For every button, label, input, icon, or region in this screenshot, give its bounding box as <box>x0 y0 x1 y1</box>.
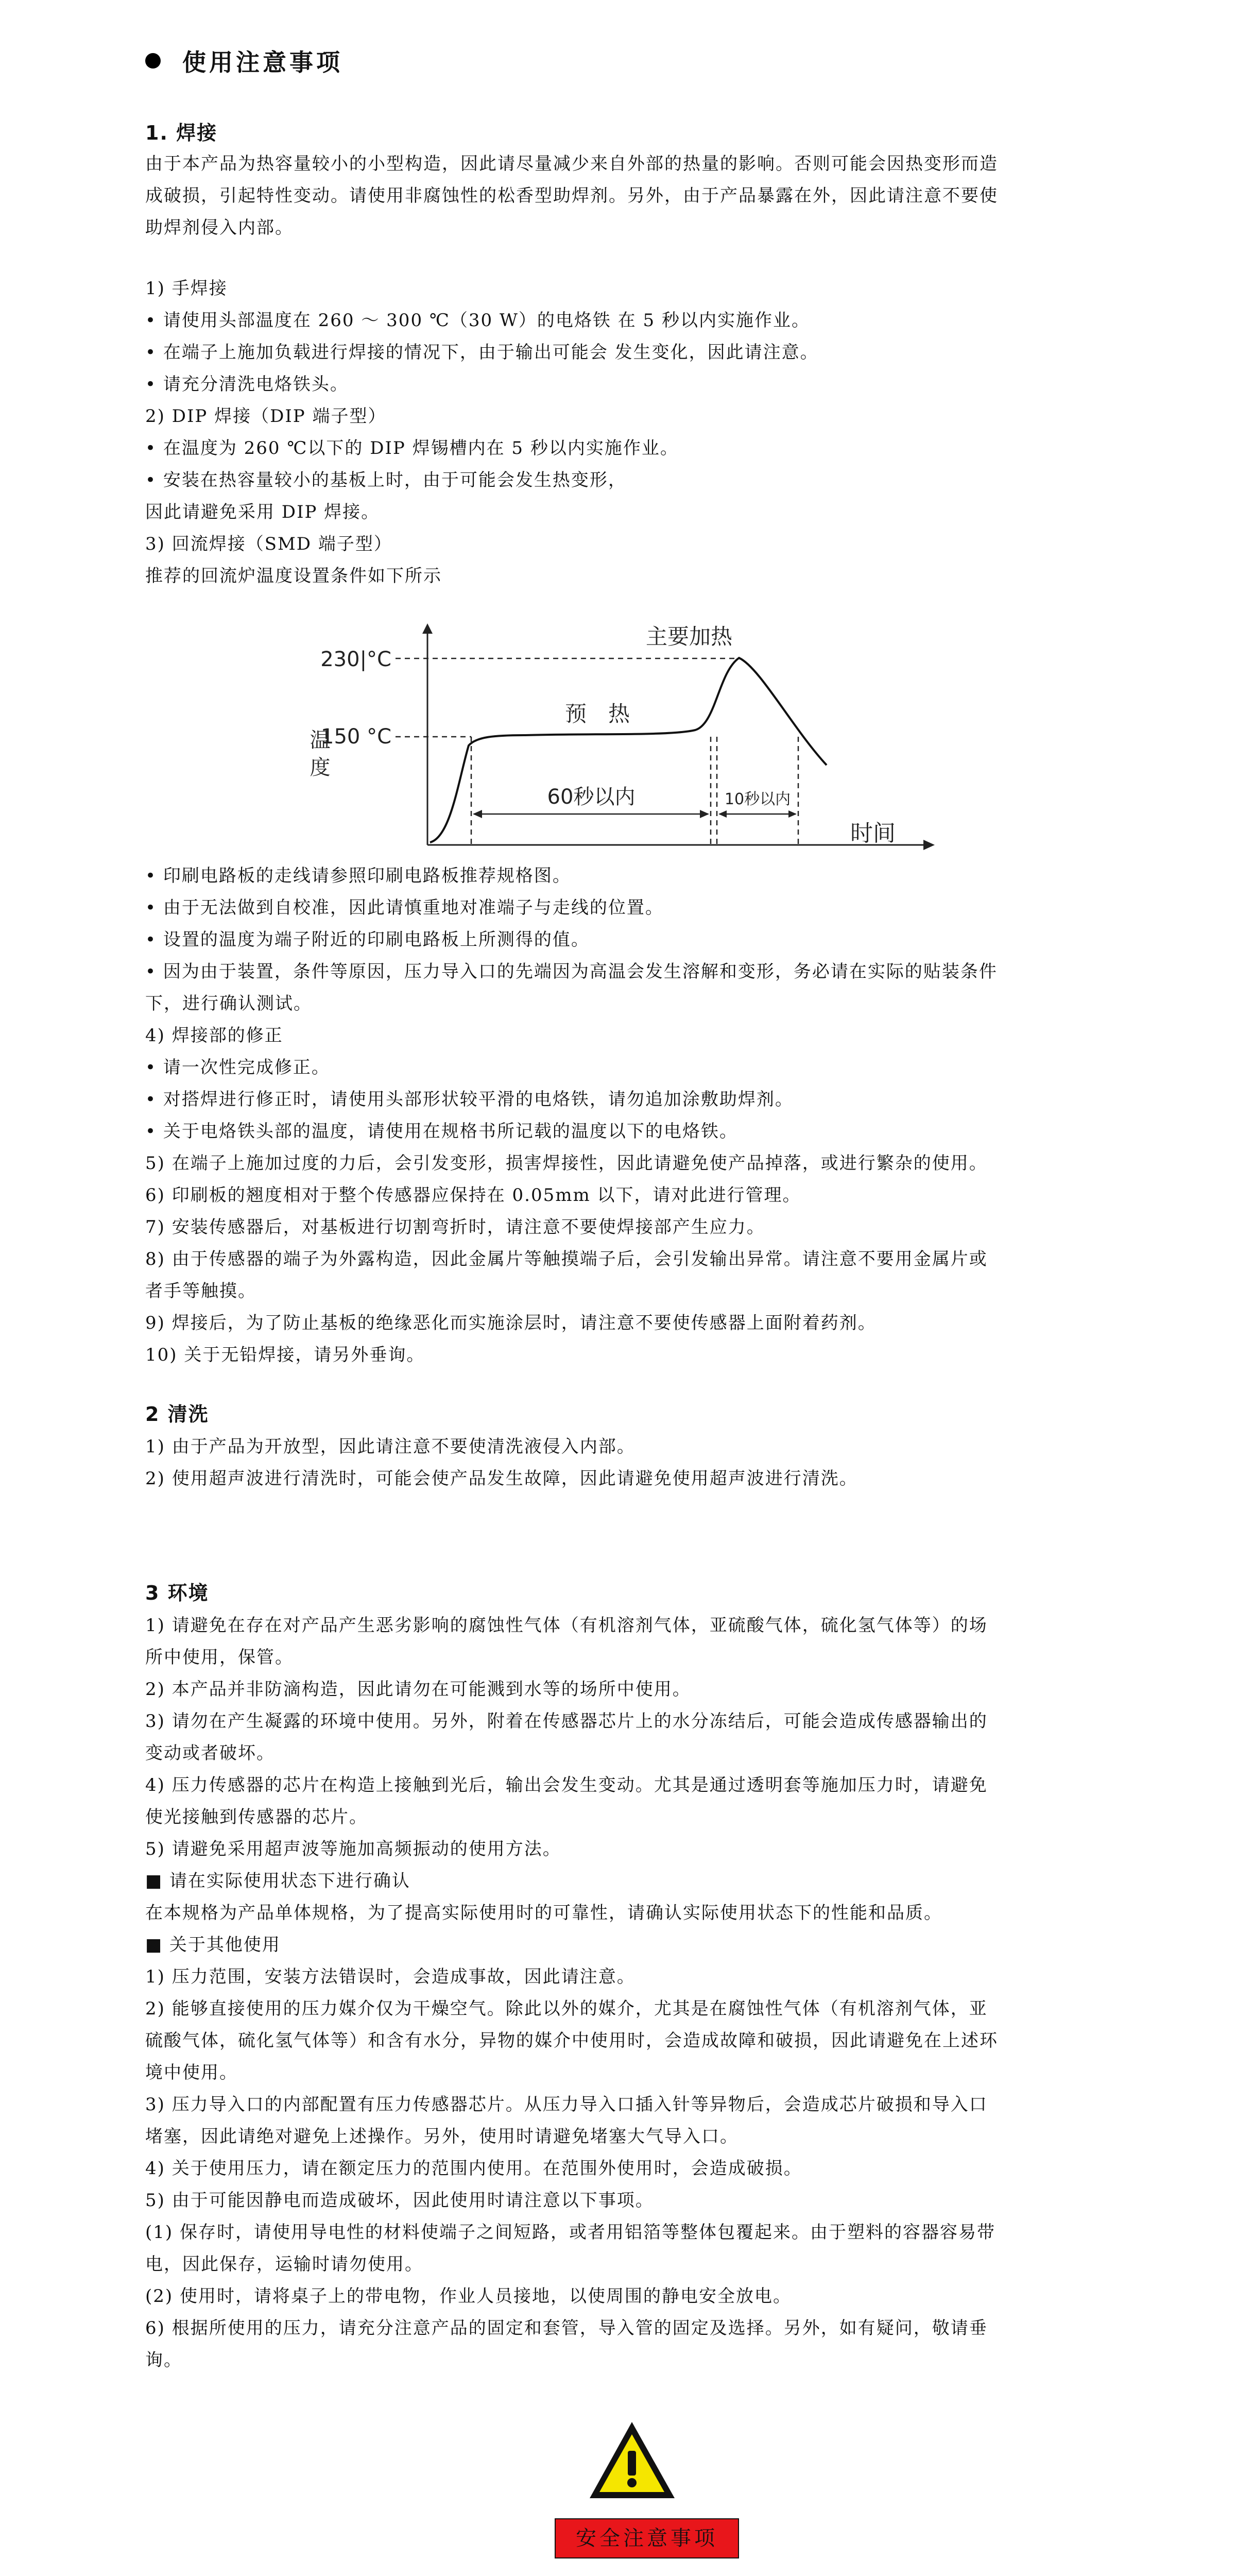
list-item: 8) 由于传感器的端子为外露构造，因此金属片等触摸端子后，会引发输出异常。请注意不要用金属片或 <box>145 1249 988 1269</box>
list-item: ■ 关于其他使用 <box>145 1935 281 1955</box>
list-item: 2) 能够直接使用的压力媒介仅为干燥空气。除此以外的媒介，尤其是在腐蚀性气体（有机溶剂气体，亚 <box>145 1998 988 2019</box>
list-item: 推荐的回流炉温度设置条件如下所示 <box>145 566 442 586</box>
list-item: 变动或者破坏。 <box>145 1743 275 1764</box>
temperature-profile-curve <box>430 658 827 842</box>
list-item: • 关于电烙铁头部的温度，请使用在规格书所记载的温度以下的电烙铁。 <box>145 1121 738 1142</box>
list-item: • 因为由于装置，条件等原因，压力导入口的先端因为高温会发生溶解和变形，务必请在实际的贴装条件 <box>145 961 998 982</box>
list-item: 3) 请勿在产生凝露的环境中使用。另外，附着在传感器芯片上的水分冻结后，可能会造成传感器输出的 <box>145 1711 988 1732</box>
list-item: 6) 印刷板的翘度相对于整个传感器应保持在 0.05mm 以下，请对此进行管理。 <box>145 1185 801 1206</box>
safety-banner: 安全注意事项 <box>555 2518 739 2558</box>
list-item: • 设置的温度为端子附近的印刷电路板上所测得的值。 <box>145 929 590 950</box>
main-heat-duration-label: 10秒以内 <box>724 790 791 808</box>
x-axis-label: 时间 <box>850 820 896 846</box>
list-item: 所中使用，保管。 <box>145 1647 294 1668</box>
list-item: 使光接触到传感器的芯片。 <box>145 1807 368 1827</box>
list-item: 3) 压力导入口的内部配置有压力传感器芯片。从压力导入口插入针等异物后，会造成芯片破损和导入口 <box>145 2094 988 2115</box>
preheat-duration-label: 60秒以内 <box>547 785 636 809</box>
list-item: (1) 保存时，请使用导电性的材料使端子之间短路，或者用铝箔等整体包覆起来。由于塑料的容器容易带 <box>145 2222 995 2243</box>
list-item: 者手等触摸。 <box>145 1281 256 1301</box>
list-item: • 由于无法做到自校准，因此请慎重地对准端子与走线的位置。 <box>145 897 664 918</box>
list-item: (2) 使用时，请将桌子上的带电物，作业人员接地，以使周围的静电安全放电。 <box>145 2286 792 2307</box>
list-item: 5) 由于可能因静电而造成破坏，因此使用时请注意以下事项。 <box>145 2190 654 2211</box>
list-item: 在本规格为产品单体规格，为了提高实际使用时的可靠性，请确认实际使用状态下的性能和品质。 <box>145 1903 942 1923</box>
list-item: • 对搭焊进行修正时，请使用头部形状较平滑的电烙铁，请勿追加涂敷助焊剂。 <box>145 1089 794 1110</box>
reflow-profile-chart <box>278 611 948 853</box>
y-tick-230: 230|°C <box>320 648 391 671</box>
paragraph-line: 成破损，引起特性变动。请使用非腐蚀性的松香型助焊剂。另外，由于产品暴露在外，因此请注意不要使 <box>145 185 998 206</box>
list-item: 5) 请避免采用超声波等施加高频振动的使用方法。 <box>145 1839 561 1859</box>
page-title: 使用注意事项 <box>182 48 343 76</box>
list-item: 境中使用。 <box>145 2062 238 2083</box>
list-item: 3) 回流焊接（SMD 端子型） <box>145 534 392 554</box>
list-item: 1) 由于产品为开放型，因此请注意不要使清洗液侵入内部。 <box>145 1436 636 1457</box>
list-item: 2) DIP 焊接（DIP 端子型） <box>145 406 387 427</box>
list-item: 询。 <box>145 2350 182 2370</box>
list-item: • 请一次性完成修正。 <box>145 1057 330 1078</box>
list-item: • 请使用头部温度在 260 ～ 300 ℃（30 W）的电烙铁 在 5 秒以内实施作业。 <box>145 310 810 331</box>
list-item: • 在温度为 260 ℃以下的 DIP 焊锡槽内在 5 秒以内实施作业。 <box>145 438 679 459</box>
list-item: 2) 本产品并非防滴构造，因此请勿在可能溅到水等的场所中使用。 <box>145 1679 691 1700</box>
list-item: 4) 压力传感器的芯片在构造上接触到光后，输出会发生变动。尤其是通过透明套等施加压力时，请避免 <box>145 1775 988 1795</box>
list-item: 下，进行确认测试。 <box>145 993 312 1014</box>
list-item: 硫酸气体，硫化氢气体等）和含有水分，异物的媒介中使用时，会造成故障和破损，因此请避免在上述环 <box>145 2030 998 2051</box>
list-item: 4) 焊接部的修正 <box>145 1025 283 1046</box>
list-item: 1) 压力范围，安装方法错误时，会造成事故，因此请注意。 <box>145 1967 636 1987</box>
list-item: 4) 关于使用压力，请在额定压力的范围内使用。在范围外使用时，会造成破损。 <box>145 2158 802 2179</box>
bullet-icon <box>145 53 161 69</box>
y-tick-150: 150 °C <box>321 725 391 749</box>
list-item: • 请充分清洗电烙铁头。 <box>145 374 349 395</box>
section-heading: 1. 焊接 <box>145 122 218 144</box>
list-item: 因此请避免采用 DIP 焊接。 <box>145 502 380 522</box>
list-item: 7) 安装传感器后，对基板进行切割弯折时，请注意不要使焊接部产生应力。 <box>145 1217 765 1238</box>
list-item: 2) 使用超声波进行清洗时，可能会使产品发生故障，因此请避免使用超声波进行清洗。 <box>145 1468 858 1489</box>
list-item: 9) 焊接后，为了防止基板的绝缘恶化而实施涂层时，请注意不要使传感器上面附着药剂。 <box>145 1313 877 1333</box>
list-item: 1) 请避免在存在对产品产生恶劣影响的腐蚀性气体（有机溶剂气体，亚硫酸气体，硫化氢气体等）的场 <box>145 1615 988 1636</box>
list-item: 电，因此保存，运输时请勿使用。 <box>145 2254 423 2275</box>
list-item: • 印刷电路板的走线请参照印刷电路板推荐规格图。 <box>145 866 571 886</box>
preheat-label: 预 热 <box>564 701 630 726</box>
title-row <box>145 45 343 76</box>
section-heading: 2 清洗 <box>145 1403 209 1426</box>
list-item: 1) 手焊接 <box>145 278 228 299</box>
paragraph-line: 由于本产品为热容量较小的小型构造，因此请尽量减少来自外部的热量的影响。否则可能会因热变形而造 <box>145 154 998 174</box>
section-heading: 3 环境 <box>145 1582 209 1604</box>
list-item: ■ 请在实际使用状态下进行确认 <box>145 1871 410 1891</box>
warning-triangle-icon <box>587 2419 677 2501</box>
list-item: 堵塞，因此请绝对避免上述操作。另外，使用时请避免堵塞大气导入口。 <box>145 2126 739 2147</box>
duration-arrows <box>473 810 797 818</box>
paragraph-line: 助焊剂侵入内部。 <box>145 217 294 238</box>
list-item: • 在端子上施加负载进行焊接的情况下，由于输出可能会 发生变化，因此请注意。 <box>145 342 819 363</box>
chart-guides <box>396 658 798 845</box>
list-item: 5) 在端子上施加过度的力后，会引发变形，损害焊接性，因此请避免使产品掉落，或进行繁杂的使用。 <box>145 1153 988 1174</box>
list-item: 10) 关于无铅焊接，请另外垂询。 <box>145 1345 425 1365</box>
list-item: • 安装在热容量较小的基板上时，由于可能会发生热变形， <box>145 470 627 490</box>
list-item: 6) 根据所使用的压力，请充分注意产品的固定和套管，导入管的固定及选择。另外，如有疑问，敬请垂 <box>145 2318 988 2338</box>
main-heat-label: 主要加热 <box>645 624 733 649</box>
y-axis-label: 温 度 <box>306 729 330 777</box>
